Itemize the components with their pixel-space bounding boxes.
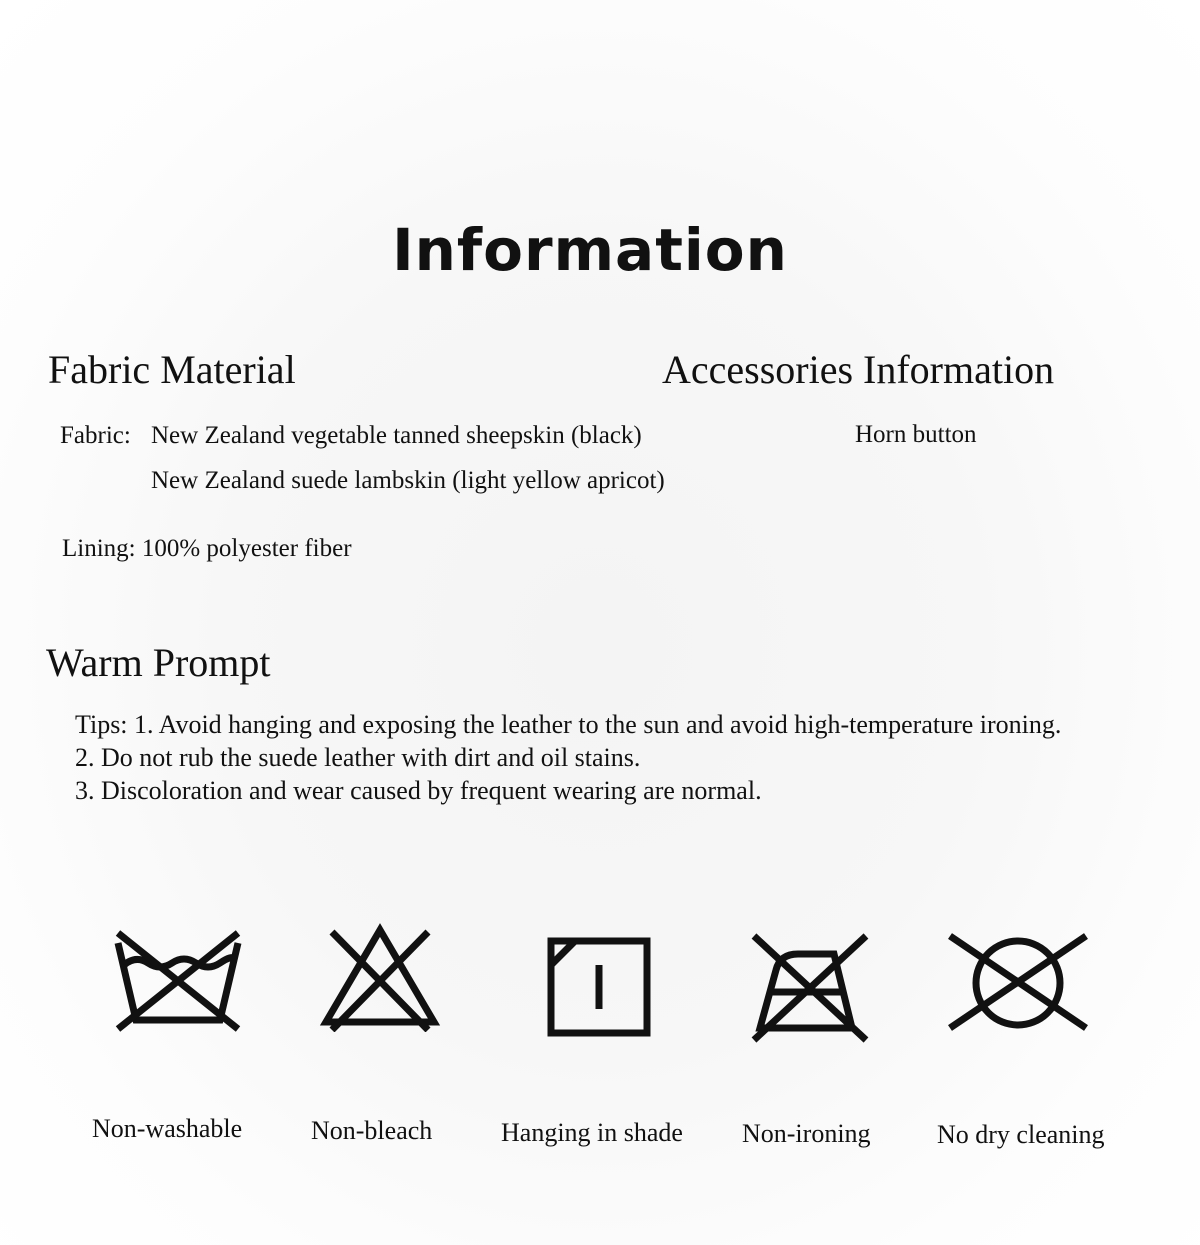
no-dry-cleaning-label: No dry cleaning	[937, 1120, 1105, 1149]
tip-item: 3. Discoloration and wear caused by frequent wearing are normal.	[75, 776, 762, 805]
non-ironing-label: Non-ironing	[742, 1119, 871, 1148]
non-ironing-icon	[748, 930, 873, 1045]
warm-prompt-heading: Warm Prompt	[46, 640, 271, 685]
page-title: Information	[392, 216, 788, 284]
non-washable-icon	[110, 925, 245, 1035]
fabric-label: Fabric:	[60, 422, 131, 449]
hanging-in-shade-icon	[545, 935, 655, 1040]
non-bleach-icon	[318, 922, 443, 1032]
non-washable-label: Non-washable	[92, 1114, 243, 1143]
lining-text: Lining: 100% polyester fiber	[62, 535, 352, 562]
hanging-in-shade-label: Hanging in shade	[501, 1118, 683, 1147]
tip-item: 2. Do not rub the suede leather with dirt and oil stains.	[75, 743, 641, 772]
fabric-material-heading: Fabric Material	[48, 347, 296, 392]
accessory-item: Horn button	[855, 421, 977, 448]
non-bleach-label: Non-bleach	[311, 1116, 433, 1145]
fabric-line-2: New Zealand suede lambskin (light yellow apricot)	[151, 467, 665, 494]
fabric-line-1: New Zealand vegetable tanned sheepskin (black)	[151, 422, 642, 449]
tips-list	[75, 708, 1155, 807]
no-dry-cleaning-icon	[944, 930, 1094, 1035]
accessories-heading: Accessories Information	[662, 347, 1055, 392]
tip-item: Tips: 1. Avoid hanging and exposing the leather to the sun and avoid high-temperature ironing.	[75, 710, 1062, 739]
